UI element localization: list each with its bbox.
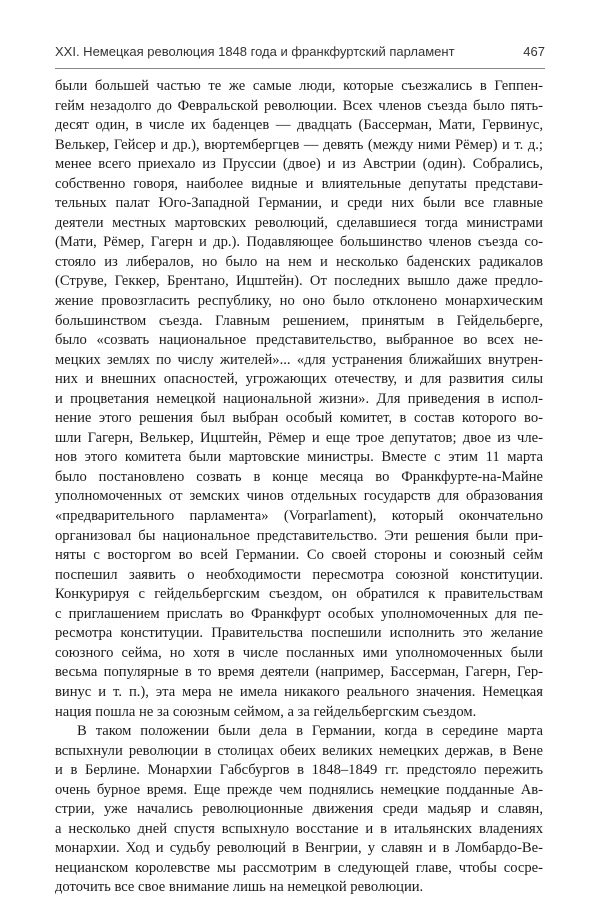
text-line: В таком положении были дела в Германии, когда в середине марта xyxy=(77,723,543,740)
text-line: уполномоченных от земских чинов отдельных государств для образования xyxy=(55,488,543,505)
text-line: а несколько дней спустя вспыхнуло восстание и в итальянских владениях xyxy=(55,820,543,837)
text-line: было «созвать национальное представительство, выбранное во всех не- xyxy=(55,332,543,349)
text-line: мецких землях по числу жителей»... «для устранения ближайших внутрен- xyxy=(55,351,543,368)
text-line: винус и т. п.), эта мера не имела никакого реального значения. Немецкая xyxy=(55,683,543,700)
text-line: были большей частью те же самые люди, которые съезжались в Геппен- xyxy=(55,78,543,94)
text-line: нецианском королевстве мы рассмотрим в следующей главе, чтобы сосре- xyxy=(55,859,543,876)
header-rule xyxy=(55,68,545,69)
text-line: няты с восторгом во всей Германии. Со своей стороны и союзный сейм xyxy=(55,547,543,564)
text-line: (Струве, Геккер, Брентано, Ицштейн). От последних вышло даже предло- xyxy=(55,273,543,290)
text-line: ресмотра конституции. Правительства поспешили исполнить это желание xyxy=(55,625,543,642)
paragraph-2 xyxy=(55,722,543,898)
text-line: (Мати, Рёмер, Гагерн и др.). Подавляющее большинство членов съезда со- xyxy=(55,234,543,251)
text-line: шли Гагерн, Велькер, Ицштейн, Рёмер и еще трое депутатов; двое из чле- xyxy=(55,429,543,446)
text-line: с приглашением прислать во Франкфурт особых уполномоченных для пе- xyxy=(55,605,543,622)
text-line: очень бурное время. Еще прежде чем поднялись немецкие подданные Ав- xyxy=(55,781,543,798)
text-line: монархии. Ход и судьбу революций в Венгрии, у славян и в Ломбардо-Ве- xyxy=(55,840,543,857)
text-line: Велькер, Гейсер и др.), вюртембергцев — девять (между ними Рёмер) и т. д.; xyxy=(55,136,543,153)
text-line: нение этого решения был выбран особый комитет, в состав которого во- xyxy=(55,410,543,427)
text-line: тельных палат Юго-Западной Германии, и среди них были все главные xyxy=(55,195,543,212)
body-text xyxy=(55,77,543,898)
text-line: большинством съезда. Главным решением, принятым в Гейдельберге, xyxy=(55,312,543,329)
text-line: «предварительного парламента» (Vorparlament), который окончательно xyxy=(55,508,543,525)
text-line: десят один, в числе их баденцев — двадцать (Бассерман, Мати, Гервинус, xyxy=(55,117,543,134)
text-line: доточить все свое внимание лишь на немецкой революции. xyxy=(55,879,424,896)
running-head xyxy=(55,44,545,66)
text-line: них и внешних опасностей, угрожающих отечеству, и для развития силы xyxy=(55,371,543,388)
text-line: нация пошла не за союзным сеймом, а за гейдельбергским съездом. xyxy=(55,703,477,720)
text-line: нов этого комитета были мартовские министры. Вместе с этим 11 марта xyxy=(55,449,543,466)
page-number: 467 xyxy=(523,44,545,59)
text-line: стрии, уже начались революционные движения среди мадьяр и славян, xyxy=(55,801,543,818)
paragraph-1 xyxy=(55,77,543,722)
text-line: весьма популярные в то время деятели (например, Бассерман, Гагерн, Гер- xyxy=(55,664,543,681)
text-line: жение провозгласить республику, но оно было отклонено монархическим xyxy=(55,293,543,310)
text-line: было постановлено созвать в конце месяца во Франкфурте-на-Майне xyxy=(55,468,543,485)
text-line: собственно говоря, наиболее видные и влиятельные депутаты представи- xyxy=(55,175,543,192)
text-line: деятели местных мартовских революций, сделавшиеся тогда министрами xyxy=(55,214,543,231)
text-line: и в Берлине. Монархии Габсбургов в 1848–1849 гг. предстояло пережить xyxy=(55,762,543,779)
text-line: менее всего приехало из Пруссии (двое) и из Австрии (один). Собрались, xyxy=(55,156,543,173)
text-line: поспешил заявить о необходимости пересмотра союзной конституции. xyxy=(55,566,543,583)
text-line: гейм незадолго до Февральской революции. Всех членов съезда было пять- xyxy=(55,97,543,114)
text-line: стояло из либералов, но было на нем и несколько баденских радикалов xyxy=(55,253,543,270)
text-line: организовал бы национальное представительство. Эти решения были при- xyxy=(55,527,543,544)
text-line: союзного сейма, но хотя в числе посланных ими уполномоченных были xyxy=(55,644,543,661)
text-line: Конкурируя с гейдельбергским съездом, он обратился к правительствам xyxy=(55,586,543,603)
text-line: и процветания немецкой национальной жизни». Для приведения в испол- xyxy=(55,390,543,407)
chapter-title: XXI. Немецкая революция 1848 года и франкфуртский парламент xyxy=(55,44,455,59)
text-line: вспыхнули революции в столицах обеих великих немецких держав, в Вене xyxy=(55,742,543,759)
